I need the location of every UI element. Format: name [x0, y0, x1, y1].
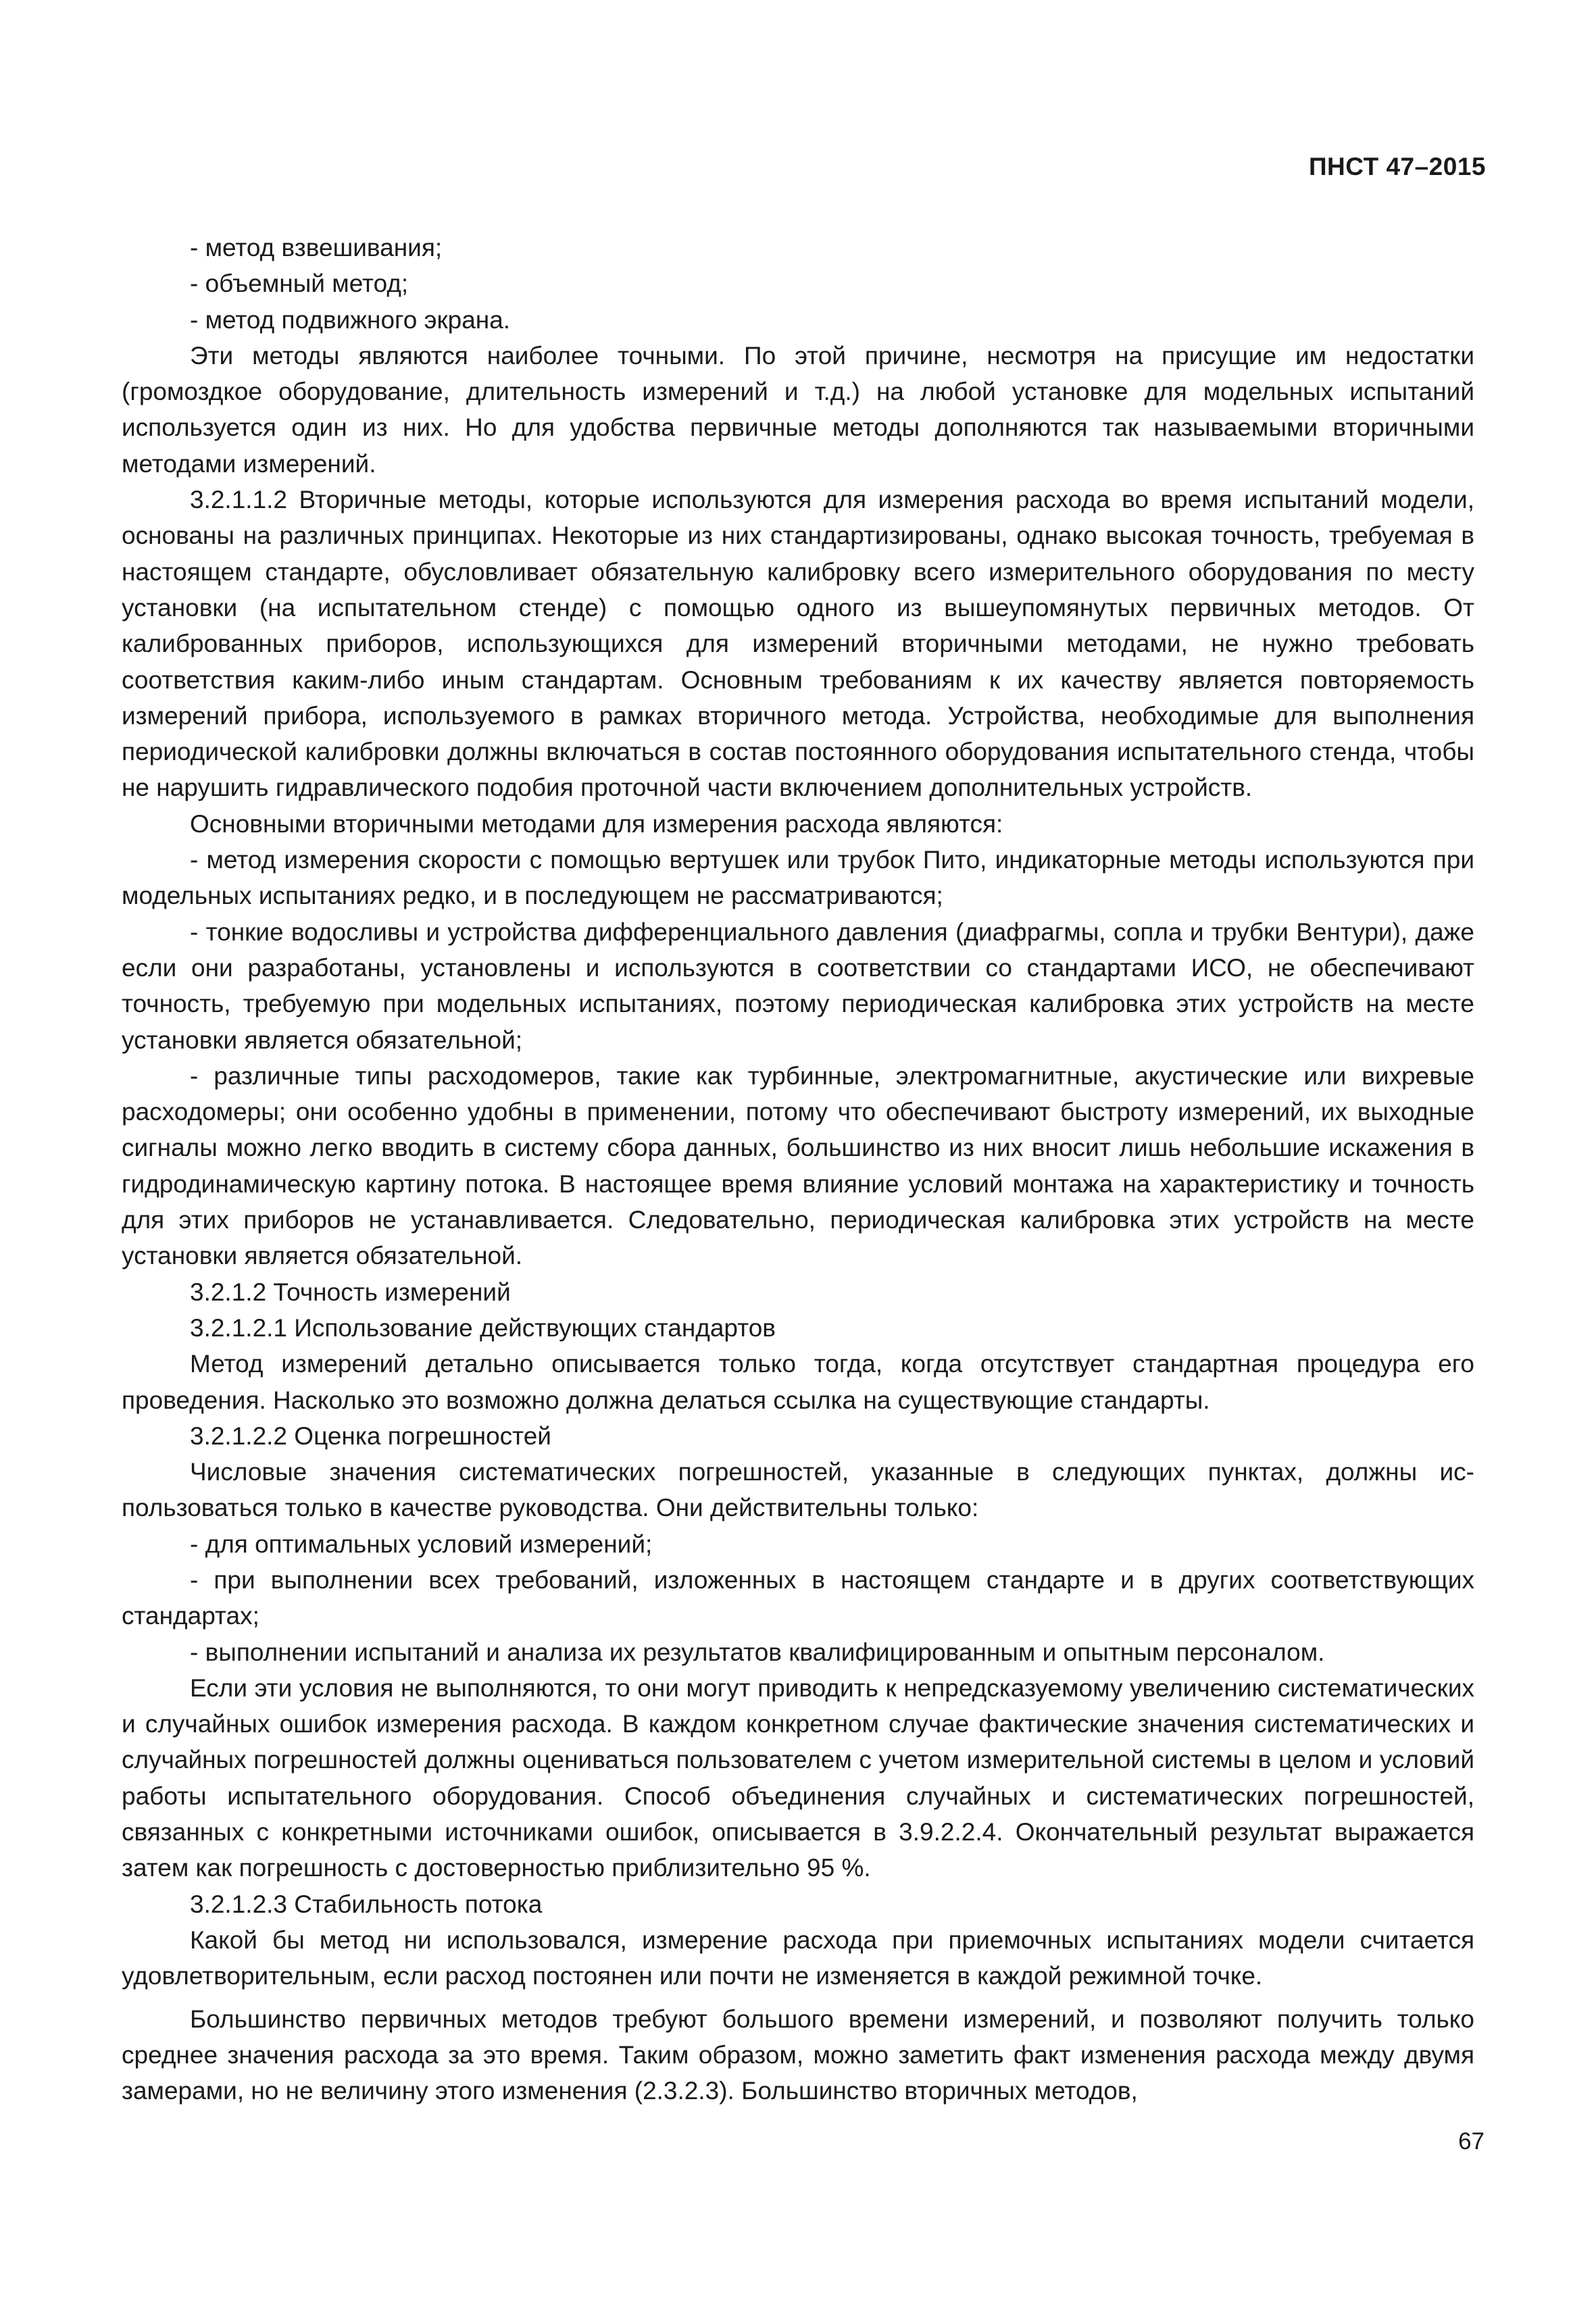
paragraph: Эти методы являются наиболее точными. По этой причине, несмотря на присущие им недостатки (громоздкое оборудование, длительность измерений и т.д.) на любой установке для модельных испытаний используется один из них. Но для удобства первичные методы дополняются так называемыми вторичными методами измерений. [122, 341, 1474, 478]
section-heading: 3.2.1.2.2 Оценка погрешностей [190, 1422, 551, 1450]
paragraph: - метод подвижного экрана. [190, 305, 511, 334]
paragraph: - тонкие водосливы и устройства дифференциального давления (диафрагмы, сопла и трубки Вентури), даже если они разработаны, установлены и используются в соответствии со стандартами ИСО, не обеспечивают точность, требуемую при модельных испытаниях, поэтому периодическая калибровка этих устройств на месте установки является обязательной; [122, 917, 1474, 1054]
paragraph: - для оптимальных условий измерений; [190, 1530, 653, 1558]
paragraph: Если эти условия не выполняются, то они могут приводить к непредсказуемому увеличению систематических и случайных ошибок измерения расхода. В каждом конкретном случае фактические значения систематических и случайных погрешностей должны оцениваться пользователем с учетом измерительной системы в целом и условий работы испытательного оборудования. Способ объединения случайных и систематических погрешностей, связанных с конкретными источниками ошибок, описывается в 3.9.2.2.4. Окончательный результат выражается затем как погрешность с достоверностью приблизительно 95 %. [122, 1674, 1474, 1882]
paragraph: - при выполнении всех требований, изложенных в настоящем стандарте и в других соответствующих стандартах; [122, 1565, 1474, 1630]
paragraph: - метод взвешивания; [190, 234, 443, 261]
paragraph: - различные типы расходомеров, такие как турбинные, электромагнитные, акустические или вихревые расходомеры; они особенно удобны в применении, потому что обеспечивают быстроту измерений, их выходные сигналы можно легко вводить в систему сбора данных, большинство из них вносит лишь небольшие искажения в гидродинамическую картину потока. В настоящее время влияние условий монтажа на характеристику и точность для этих приборов не устанавливается. Следовательно, периодическая калибровка этих устройств на месте установки является обязательной. [122, 1061, 1474, 1270]
paragraph: - метод измерения скорости с помощью вертушек или трубок Пито, индикаторные методы используются при модельных испытаниях редко, и в последующем не рассматриваются; [122, 846, 1474, 910]
paragraph: Большинство первичных методов требуют большого времени измерений, и позволяют получить только среднее значения расхода за это время. Таким образом, можно заметить факт изменения расхода между двумя замерами, но не величину этого изменения (2.3.2.3). Большинство вторичных методов, [122, 2005, 1474, 2105]
paragraph: - выполнении испытаний и анализа их результатов квалифицированным и опытным персоналом. [190, 1638, 1325, 1666]
paragraph: Метод измерений детально описывается только тогда, когда отсутствует стандартная процедура его проведения. Насколько это возможно должна делаться ссылка на существующие стандарты. [122, 1350, 1474, 1414]
paragraph: Основными вторичными методами для измерения расхода являются: [190, 809, 1003, 838]
section-heading: 3.2.1.2 Точность измерений [190, 1278, 511, 1306]
page-number: 67 [1458, 2128, 1485, 2155]
document-body [122, 230, 1474, 2109]
document-code: ПНСТ 47–2015 [1308, 153, 1486, 180]
section-heading: 3.2.1.2.3 Стабильность потока [190, 1890, 543, 1918]
paragraph: Какой бы метод ни использовался, измерение расхода при приемочных испытаниях модели считается удовлетворительным, если расход постоянен или почти не изменяется в каждой режимной точке. [122, 1926, 1474, 1990]
paragraph: 3.2.1.1.2 Вторичные методы, которые используются для измерения расхода во время испытаний модели, основаны на различных принципах. Некоторые из них стандартизированы, однако высокая точность, требуемая в настоящем стандарте, обусловливает обязательную калибровку всего измерительного оборудования по месту установки (на испытательном стенде) с помощью одного из вышеупомянутых первичных методов. От калиброванных приборов, использующихся для измерений вторичными методами, не нужно требовать соответствия каким-либо иным стандартам. Основным требованиям к их качеству является повторяемость измерений прибора, используемого в рамках вторичного метода. Устройства, необходимые для выполнения периодической калибровки должны включаться в состав постоянного оборудования испытательного стенда, чтобы не нарушить гидравлического подобия проточной части включением дополнительных устройств. [122, 486, 1474, 802]
section-heading: 3.2.1.2.1 Использование действующих стандартов [190, 1313, 776, 1342]
paragraph: Числовые значения систематических погрешностей, указанные в следующих пунктах, должны использоваться только в качестве руководства. Они действительны только: [122, 1458, 1474, 1522]
paragraph: - объемный метод; [190, 270, 409, 298]
